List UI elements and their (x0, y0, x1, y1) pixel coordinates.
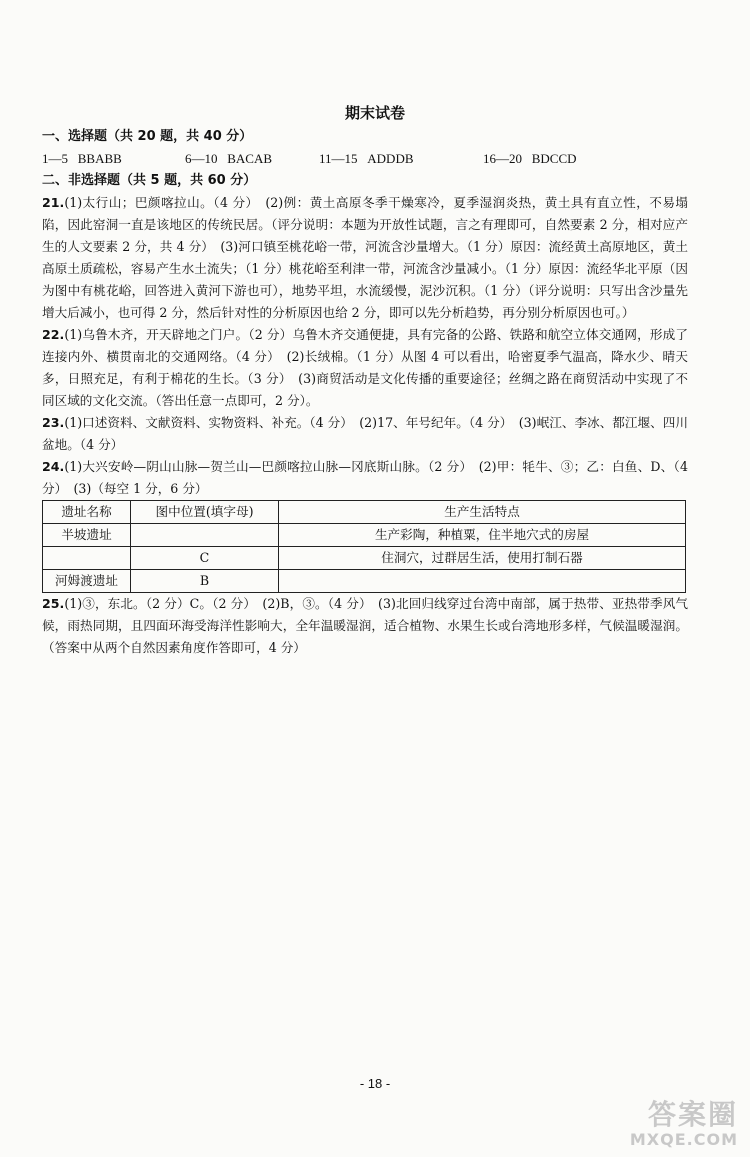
table-header: 图中位置(填字母) (131, 501, 279, 524)
watermark-text: 答案圈 (647, 1098, 738, 1131)
watermark-logo (592, 1093, 742, 1149)
table-row (43, 547, 686, 570)
answer-content (42, 126, 688, 659)
section-heading-non-choice: 二、非选择题（共 5 题，共 60 分） (42, 173, 257, 188)
table-cell: 河姆渡遗址 (43, 570, 131, 593)
question-21-answer: 21.(1)太行山；巴颜喀拉山。（4 分） (2)例：黄土高原冬季干燥寒冷，夏季湿润炎热，黄土具有直立性，不易塌陷，因此窑洞一直是该地区的传统民居。（评分说明：本题为开放性试题，言之有理即可，自然要素 2 分，相对应产生的人文要素 2 分，共 4 分） (3)河口镇至桃花峪一带，河流含沙量增大。（1 分）原因：流经黄土高原地区，黄土高原土质疏松，容易产生水土流失；（1 分）桃花峪至利津一带，河流含沙量减小。（1 分）原因：流经华北平原（因为图中有桃花峪，回答进入黄河下游也可），地势平坦，水流缓慢，泥沙沉积。（1 分）（评分说明：只写出含沙量先增大后减小，也可得 2 分，然后针对性的分析原因也给 2 分，即可以先分析趋势，再分别分析原因也可。） (42, 195, 688, 320)
table-cell (279, 570, 686, 593)
question-24-answer: 24.(1)大兴安岭—阴山山脉—贺兰山—巴颜喀拉山脉—冈底斯山脉。（2 分） (2)甲：牦牛、③；乙：白鱼、D、（4 分） (3)（每空 1 分，6 分） (42, 459, 688, 496)
mc-group: 16—20 BDCCD (483, 151, 577, 166)
table-cell: 生产彩陶，种植粟，住半地穴式的房屋 (279, 524, 686, 547)
table-cell (131, 524, 279, 547)
page-title: 期末试卷 (344, 104, 405, 122)
table-cell: B (131, 570, 279, 593)
table-header: 遗址名称 (43, 501, 131, 524)
table-row (43, 570, 686, 593)
question-22-answer: 22.(1)乌鲁木齐，开天辟地之门户。（2 分）乌鲁木齐交通便捷，具有完备的公路、铁路和航空立体交通网，形成了连接内外、横贯南北的交通网络。（4 分） (2)长绒棉。（1 分）从图 4 可以看出，哈密夏季气温高，降水少、晴天多，日照充足，有利于棉花的生长。（3 分） (3)商贸活动是文化传播的重要途径；丝绸之路在商贸活动中实现了不同区域的文化交流。（答出任意一点即可，2 分）。 (42, 327, 688, 408)
table-cell: C (131, 547, 279, 570)
question-25-answer: 25.(1)③，东北。（2 分）C。（2 分） (2)B，③。（4 分） (3)北回归线穿过台湾中南部，属于热带、亚热带季风气候，雨热同期，且四面环海受海洋性影响大，全年温暖湿润，适合植物、水果生长或台湾地形多样，气候温暖湿润。（答案中从两个自然因素角度作答即可，4 分） (42, 596, 688, 655)
page-number: - 18 - (359, 1076, 391, 1091)
section-heading-multiple-choice: 一、选择题（共 20 题，共 40 分） (42, 129, 253, 144)
watermark-url: MXQE.COM (629, 1130, 738, 1149)
multiple-choice-answers (42, 148, 688, 170)
mc-group: 11—15 ADDDB (319, 151, 414, 166)
table-row (43, 524, 686, 547)
table-cell: 半坡遗址 (43, 524, 131, 547)
mc-group: 1—5 BBABB (42, 151, 122, 166)
mc-group: 6—10 BACAB (185, 151, 273, 166)
table-cell (43, 547, 131, 570)
table-header: 生产生活特点 (279, 501, 686, 524)
table-cell: 住洞穴，过群居生活，使用打制石器 (279, 547, 686, 570)
sites-table (42, 500, 686, 593)
question-23-answer: 23.(1)口述资料、文献资料、实物资料、补充。（4 分） (2)17、年号纪年。（4 分） (3)岷江、李冰、都江堰、四川盆地。（4 分） (42, 415, 688, 452)
table-header-row (43, 501, 686, 524)
